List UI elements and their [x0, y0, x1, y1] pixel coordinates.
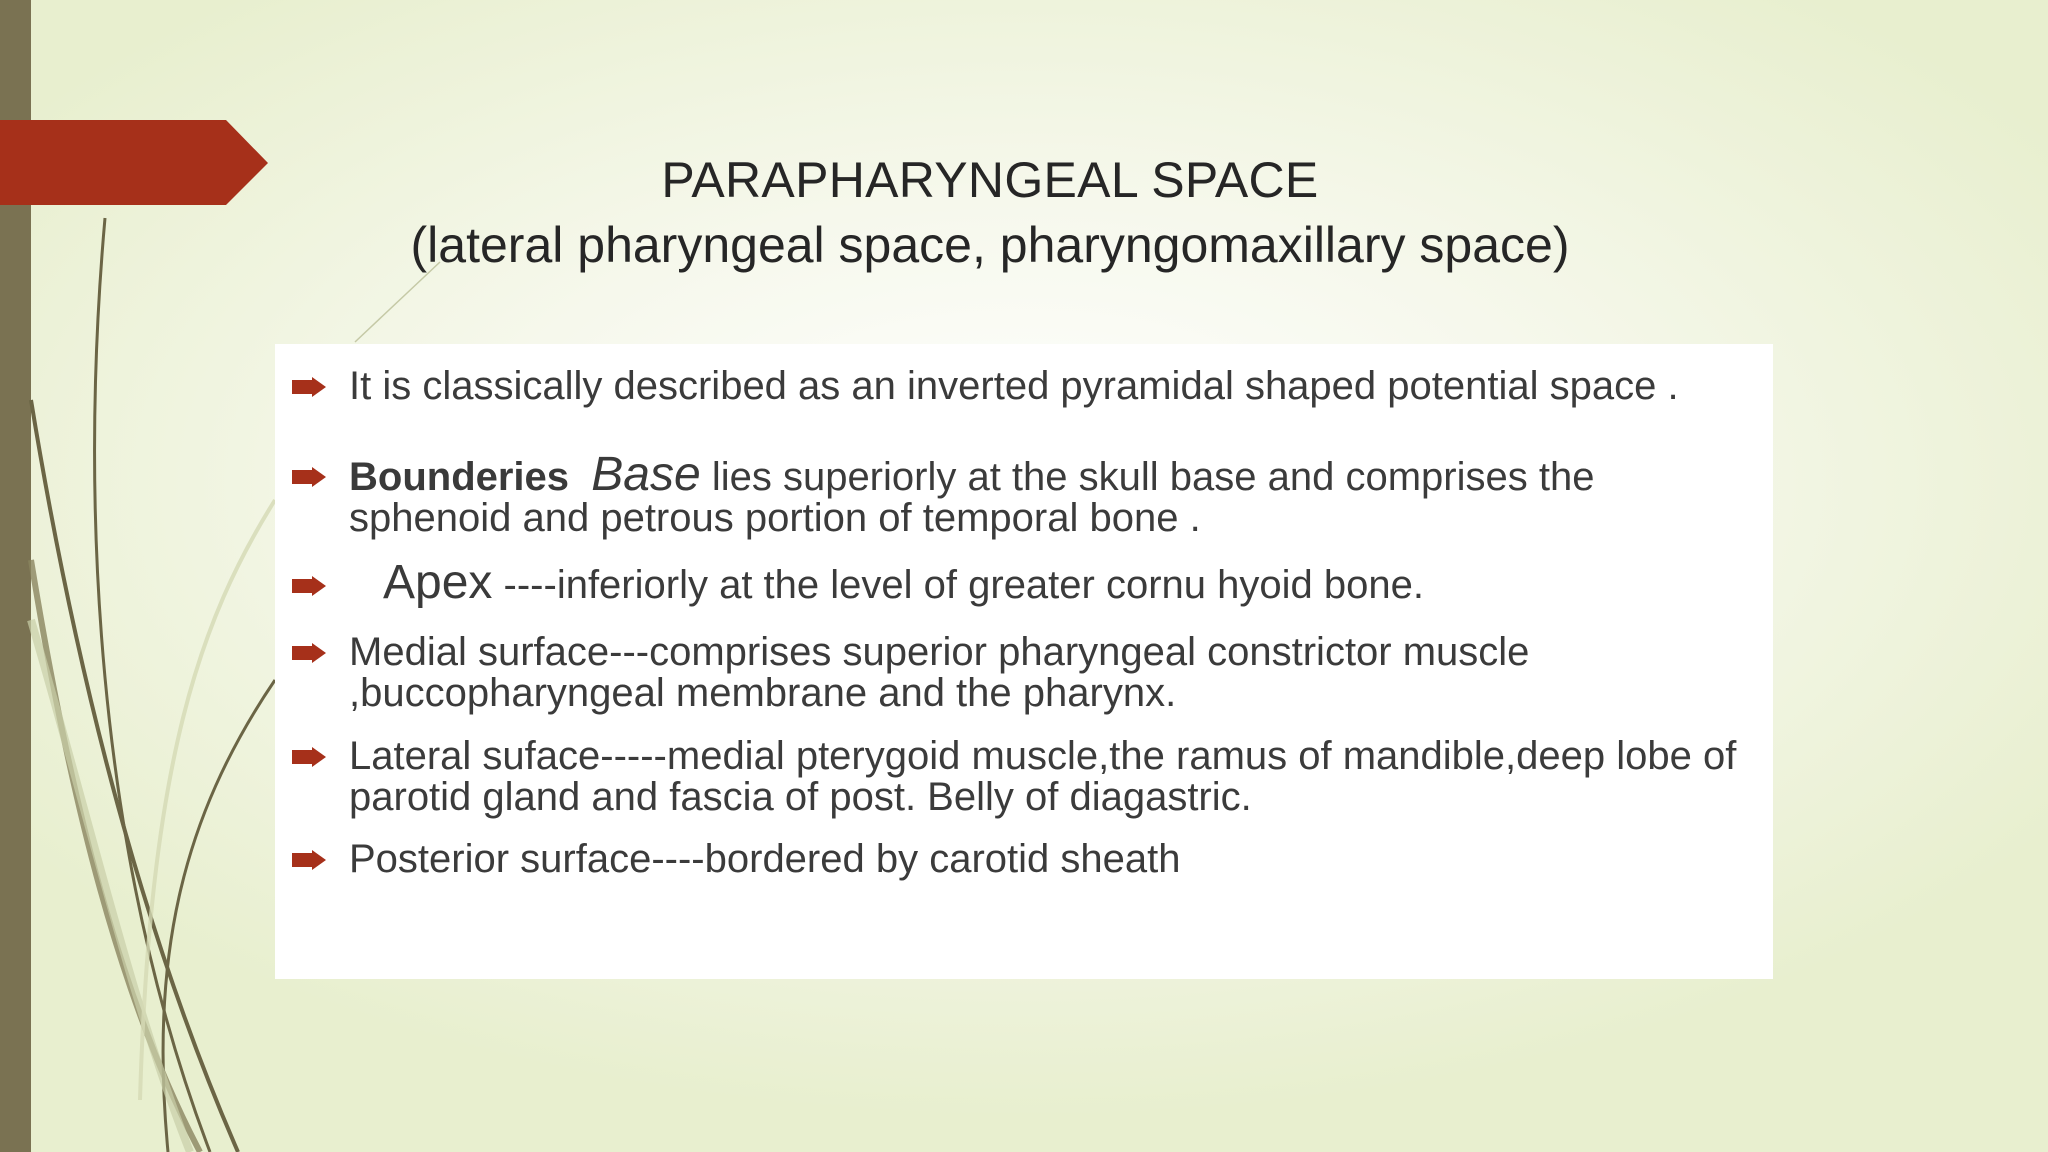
- title-line-1: PARAPHARYNGEAL SPACE: [661, 152, 1319, 208]
- decor-curve-3: [31, 560, 200, 1152]
- arrow-bullet-icon: [292, 576, 326, 596]
- bullet-text-6: Posterior surface----bordered by carotid sheath: [349, 837, 1181, 881]
- decor-curve-4: [163, 680, 275, 1152]
- bounderies-label: Bounderies: [349, 455, 570, 499]
- bullet-text-4: Medial surface---comprises superior pharyngeal constrictor muscle ,buccopharyngeal membrane and the pharynx.: [349, 630, 1530, 715]
- red-arrow-banner: [0, 120, 268, 205]
- slide-title: [300, 148, 1680, 278]
- bullet-text-3: [349, 556, 1759, 609]
- title-line-2: (lateral pharyngeal space, pharyngomaxillary space): [410, 217, 1570, 273]
- arrow-bullet-icon: [292, 643, 326, 663]
- apex-label: Apex: [383, 556, 493, 609]
- arrow-bullet-icon: [292, 850, 326, 870]
- bullet-text-1: It is classically described as an inverted pyramidal shaped potential space .: [349, 364, 1679, 408]
- left-accent-bar: [0, 0, 31, 1152]
- base-label: Base: [591, 448, 701, 501]
- bullet-text-2: [349, 448, 1759, 540]
- content-box: [275, 344, 1773, 979]
- decor-curve-2: [31, 400, 238, 1152]
- apex-description: ----inferiorly at the level of greater cornu hyoid bone.: [503, 563, 1424, 607]
- decor-curve-1: [95, 218, 210, 1152]
- bullet-text-5: Lateral suface-----medial pterygoid muscle,the ramus of mandible,deep lobe of parotid gland and fascia of post. Belly of diagastric.: [349, 734, 1737, 819]
- decor-curve-6: [140, 500, 275, 1100]
- arrow-bullet-icon: [292, 467, 326, 487]
- arrow-bullet-icon: [292, 747, 326, 767]
- base-description: lies superiorly at the skull base and comprises the sphenoid and petrous portion of temporal bone .: [349, 455, 1595, 540]
- decor-curve-5: [31, 620, 190, 1152]
- arrow-bullet-icon: [292, 377, 326, 397]
